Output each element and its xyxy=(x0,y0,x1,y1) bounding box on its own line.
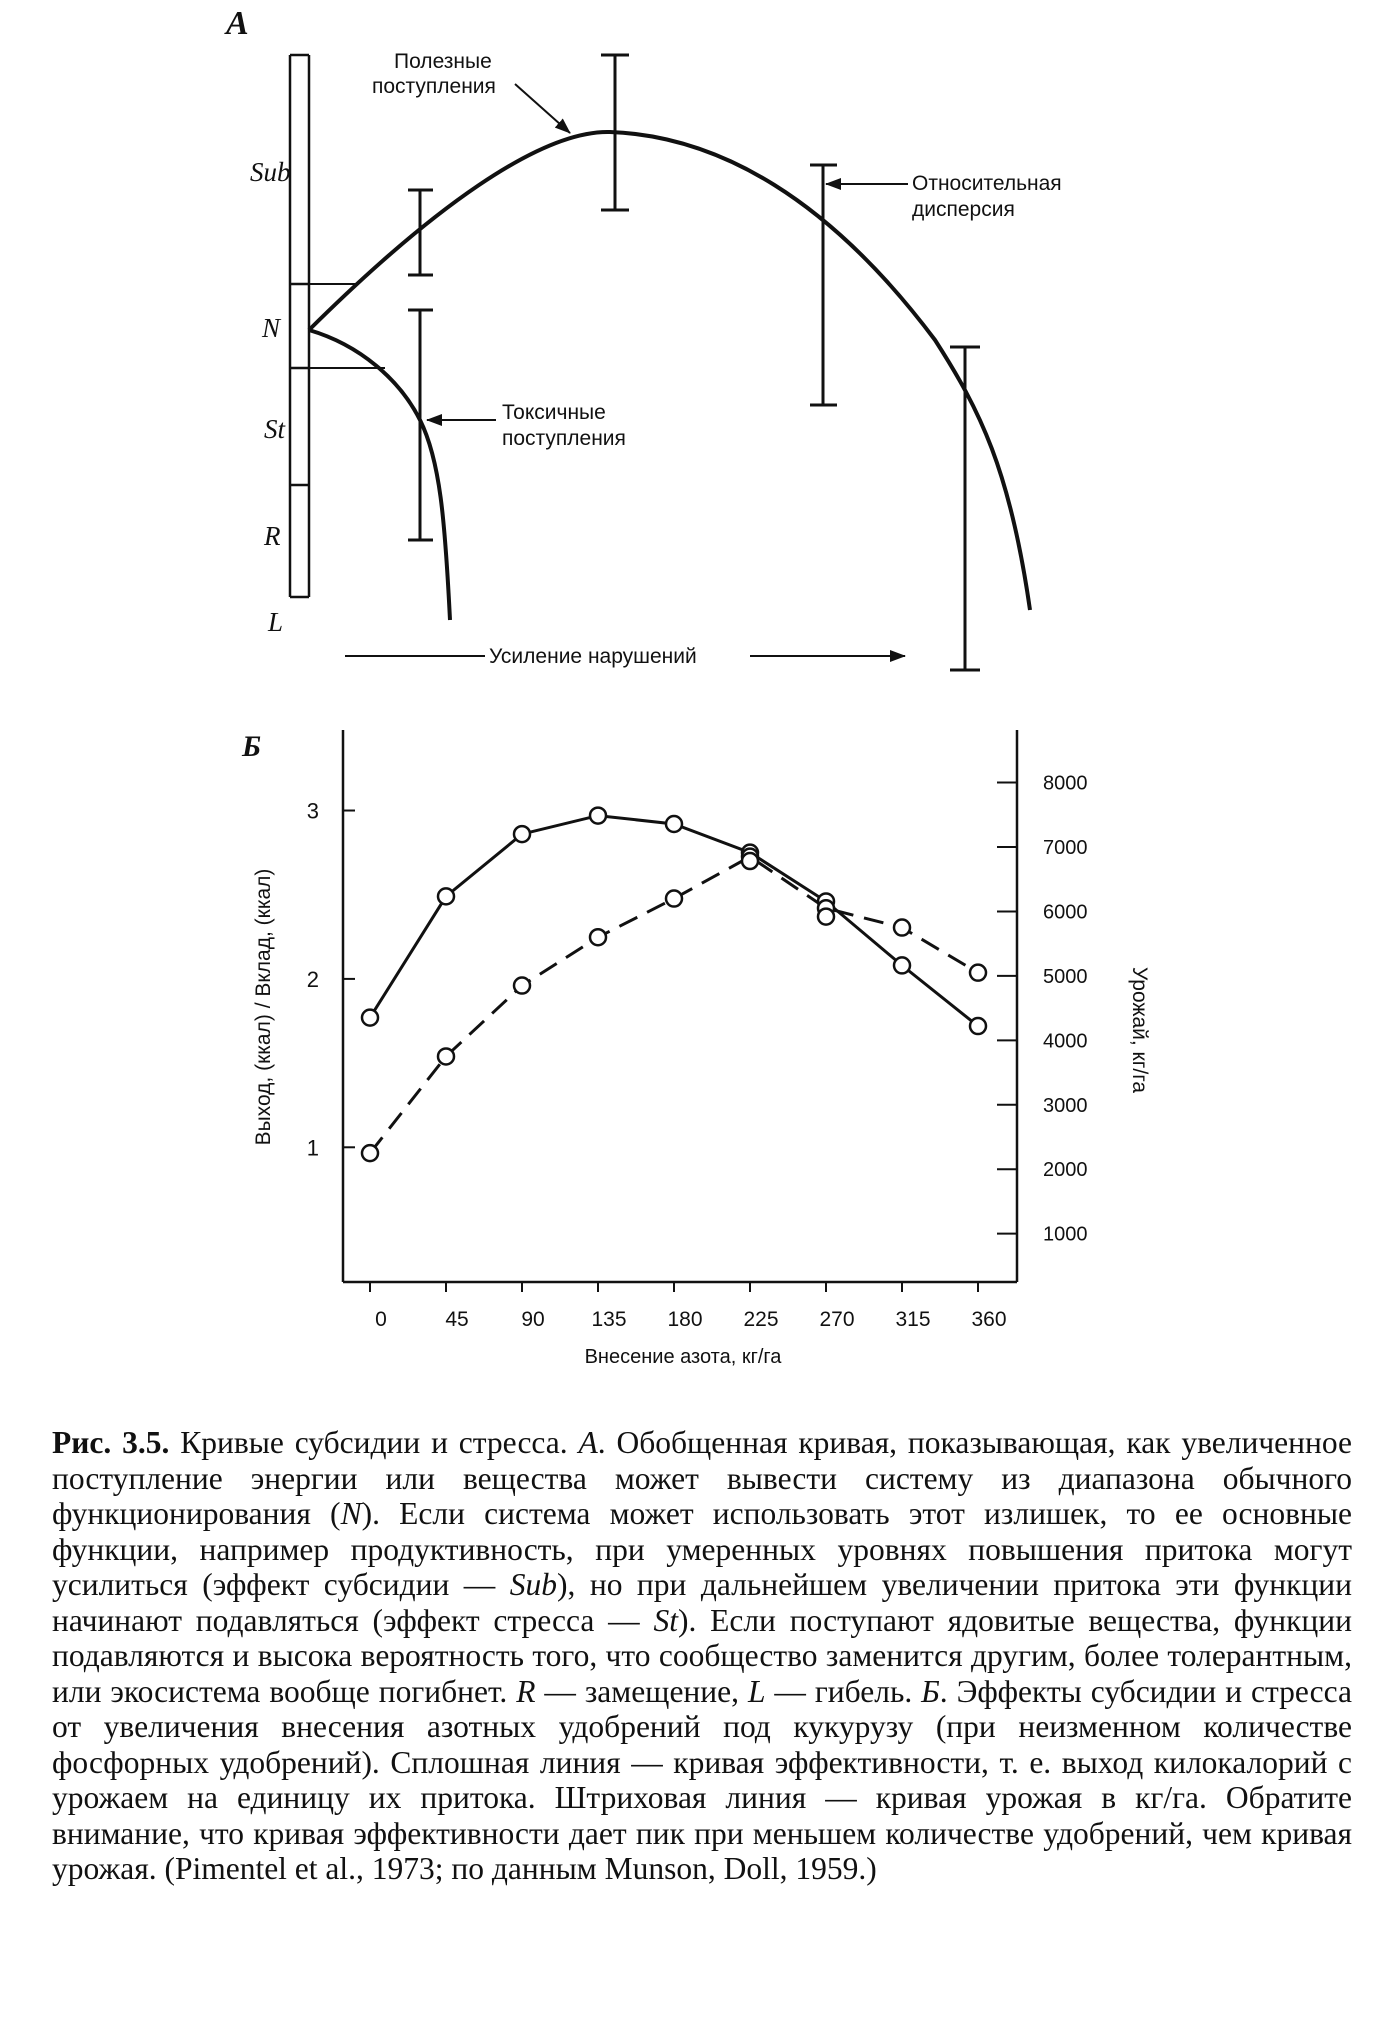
disturbance-label: Усиление нарушений xyxy=(489,645,697,668)
caption-l: L xyxy=(747,1673,766,1709)
x-tick-label: 90 xyxy=(521,1308,545,1331)
error-bar-2 xyxy=(408,310,433,540)
toxic-inputs-label-2: поступления xyxy=(502,427,626,450)
caption-n: N xyxy=(340,1496,362,1531)
extra-point xyxy=(818,909,834,925)
y-left-tick-label: 3 xyxy=(306,798,319,824)
caption-text: . Обобщенная кривая, показывающая, как увеличенное поступление энергии или вещества может вывести систему из диапазона обычного функционирования ( xyxy=(52,1425,1352,1531)
panel-b-chart xyxy=(0,720,1397,1410)
efficiency-point xyxy=(438,888,454,904)
extra-point xyxy=(742,853,758,869)
caption-text: — гибель. xyxy=(765,1673,922,1709)
yield-point xyxy=(514,978,530,994)
y-left-tick-label: 1 xyxy=(306,1135,319,1161)
caption-text: ). Если система может использовать этот излишек, то ее основные функции, например продуктивность, при умеренных уровнях повышения притока могут усилиться (эффект субсидии — xyxy=(52,1496,1352,1602)
y-right-tick-label: 8000 xyxy=(1043,772,1088,795)
x-tick-label: 315 xyxy=(895,1308,931,1331)
toxic-inputs-label-1: Токсичные xyxy=(502,401,606,424)
yield-point xyxy=(438,1048,454,1064)
efficiency-line-solid xyxy=(370,816,978,1027)
caption-sub: Sub xyxy=(509,1567,558,1602)
y-right-tick-label: 4000 xyxy=(1043,1030,1088,1053)
caption-reference: (Pimentel et al., 1973; по данным Munson, Doll, 1959.) xyxy=(164,1851,877,1886)
chart-series xyxy=(362,808,986,1162)
scale-label-n: N xyxy=(262,313,281,343)
error-bar-4 xyxy=(810,165,837,405)
x-tick-label: 180 xyxy=(667,1308,703,1331)
scale-label-st: St xyxy=(264,414,286,444)
y-right-tick-label: 1000 xyxy=(1043,1223,1088,1246)
scale-label-sub: Sub xyxy=(250,157,291,187)
caption-b: Б xyxy=(921,1673,940,1709)
caption-text: ), но при дальнейшем увеличении притока эти функции начинают подавляться (эффект стресса — xyxy=(52,1567,1352,1638)
x-tick-label: 270 xyxy=(819,1308,855,1331)
error-bar-5 xyxy=(950,347,980,670)
caption-text: ). Если поступают ядовитые вещества, функции подавляются и высока вероятность того, что сообщество заменится другим, более толерантным, или экосистема вообще погибнет. xyxy=(52,1602,1352,1709)
useful-inputs-label-2: поступления xyxy=(372,75,496,98)
efficiency-point xyxy=(514,826,530,842)
efficiency-point xyxy=(970,1018,986,1034)
efficiency-point xyxy=(362,1010,378,1026)
scale-bar xyxy=(290,55,309,597)
yield-point xyxy=(590,929,606,945)
figure-caption xyxy=(52,1425,1352,1887)
caption-r: R xyxy=(516,1673,536,1709)
y-axis-left-label: Выход, (ккал) / Вклад, (ккал) xyxy=(252,868,275,1146)
panel-a xyxy=(0,0,1397,700)
yield-point xyxy=(362,1145,378,1161)
y-right-tick-label: 5000 xyxy=(1043,965,1088,988)
scale-label-r: R xyxy=(264,521,281,551)
x-tick-label: 45 xyxy=(445,1308,469,1331)
yield-point xyxy=(894,920,910,936)
error-bar-1 xyxy=(408,190,433,275)
x-tick-label: 225 xyxy=(743,1308,779,1331)
caption-text: — замещение, xyxy=(535,1673,748,1709)
efficiency-point xyxy=(666,816,682,832)
relative-dispersion-label-2: дисперсия xyxy=(912,198,1015,221)
yield-point xyxy=(666,891,682,907)
y-right-tick-label: 7000 xyxy=(1043,837,1088,859)
efficiency-point xyxy=(894,957,910,973)
useful-inputs-label-1: Полезные xyxy=(394,50,492,73)
x-tick-label: 360 xyxy=(971,1308,1007,1331)
panel-b-label: Б xyxy=(242,730,262,763)
caption-a: А xyxy=(578,1425,598,1460)
y-right-tick-label: 2000 xyxy=(1043,1159,1088,1182)
x-tick-label: 0 xyxy=(375,1308,387,1331)
useful-inputs-arrow xyxy=(515,84,570,133)
caption-st: St xyxy=(653,1602,678,1638)
y-left-tick-label: 2 xyxy=(306,966,319,992)
toxic-curve xyxy=(309,330,450,620)
x-axis-label: Внесение азота, кг/га xyxy=(584,1346,782,1368)
x-tick-label: 135 xyxy=(591,1308,627,1331)
panel-a-label: А xyxy=(226,5,249,42)
relative-dispersion-label-1: Относительная xyxy=(912,172,1062,195)
caption-label: Рис. 3.5. xyxy=(52,1425,170,1460)
efficiency-point xyxy=(590,808,606,824)
yield-point xyxy=(970,965,986,981)
scale-label-l: L xyxy=(268,607,284,637)
y-right-tick-label: 6000 xyxy=(1043,901,1088,924)
caption-text: . Эффекты субсидии и стресса от увеличения внесения азотных удобрений под кукурузу (при неизменном количестве фосфорных удобрений). Сплошная линия — кривая эффективности, т. е. выход килокалорий с урожаем на единицу их притока. Штриховая линия — кривая урожая в кг/га. Обратите внимание, что кривая эффективности дает пик при меньшем количестве удобрений, чем кривая урожая. xyxy=(52,1673,1353,1886)
y-axis-right-label: Урожай, кг/га xyxy=(1128,966,1151,1094)
caption-text: Кривые субсидии и стресса. xyxy=(169,1425,579,1460)
y-right-tick-label: 3000 xyxy=(1043,1094,1088,1117)
